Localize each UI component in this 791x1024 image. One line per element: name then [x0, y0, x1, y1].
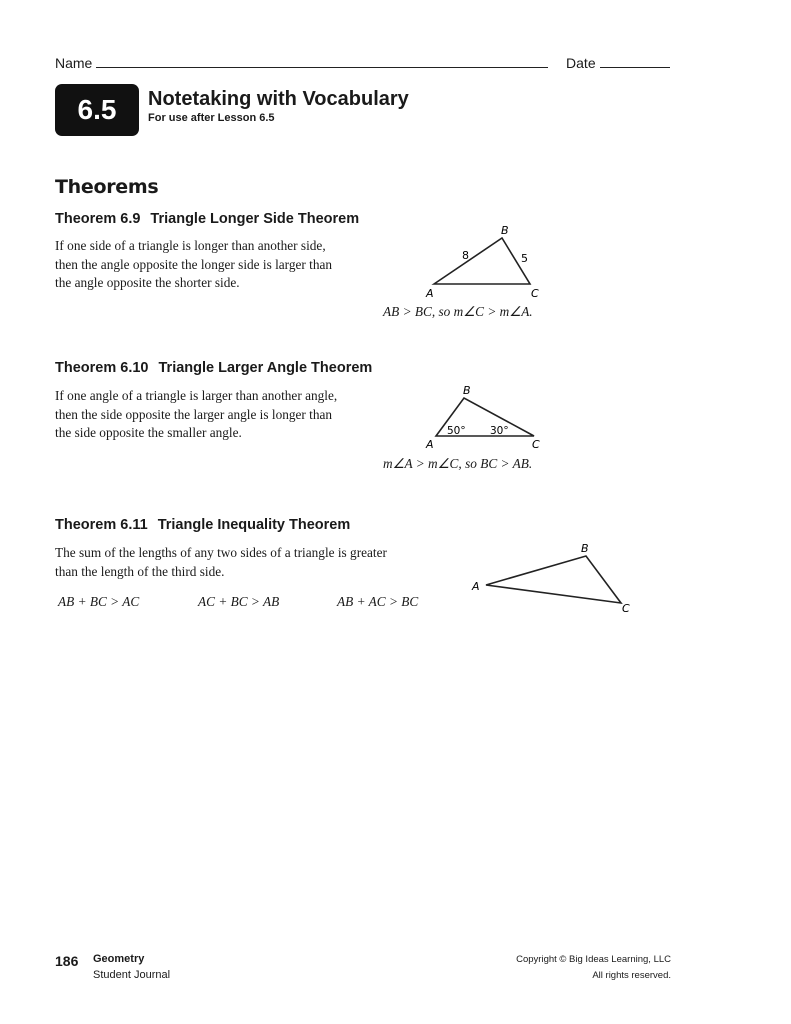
theorem-6-9-title [55, 211, 359, 227]
statement-line: the side opposite the smaller angle. [55, 425, 242, 440]
statement-line: the angle opposite the shorter side. [55, 275, 240, 290]
inequality-1: AB + BC > AC [58, 594, 140, 609]
theorem-number: Theorem 6.11 [55, 517, 148, 533]
lesson-subtitle: For use after Lesson 6.5 [148, 112, 275, 124]
vertex-label-c: C [531, 287, 539, 300]
vertex-label-c: C [532, 438, 540, 451]
vertex-label-a: A [472, 580, 480, 593]
theorem-6-10-conclusion: m∠A > m∠C, so BC > AB. [383, 456, 533, 471]
statement-line: The sum of the lengths of any two sides of a triangle is greater [55, 545, 387, 560]
theorem-name: Triangle Longer Side Theorem [150, 211, 360, 227]
statement-line: If one angle of a triangle is larger than another angle, [55, 388, 338, 403]
page-number: 186 [55, 953, 79, 969]
statement-line: then the side opposite the larger angle is longer than [55, 406, 333, 422]
theorem-6-11-statement [55, 544, 455, 581]
date-label: Date [566, 55, 596, 71]
statement-line: than the length of the third side. [55, 563, 225, 579]
theorem-6-10-statement [55, 387, 435, 443]
theorem-6-10-title [55, 360, 372, 376]
vertex-label-a: A [426, 287, 434, 300]
copyright-text: Copyright © Big Ideas Learning, LLC [516, 954, 671, 965]
triangle-figure-6-11 [466, 538, 636, 618]
theorem-6-9-statement [55, 237, 435, 293]
book-title: Geometry [93, 953, 145, 965]
book-info [93, 951, 170, 983]
theorem-name: Triangle Larger Angle Theorem [158, 360, 373, 376]
section-title: Theorems [55, 176, 159, 198]
theorem-number: Theorem 6.9 [55, 211, 141, 227]
rights-text: All rights reserved. [592, 970, 671, 981]
vertex-label-a: A [426, 438, 434, 451]
theorem-name: Triangle Inequality Theorem [157, 517, 351, 533]
triangle-figure-6-9 [420, 220, 560, 302]
triangle-figure-6-10 [420, 380, 550, 452]
name-label: Name [55, 55, 93, 71]
angle-label-c: 30° [490, 425, 509, 437]
theorem-number: Theorem 6.10 [55, 360, 149, 376]
vertex-label-b: B [501, 224, 509, 237]
copyright-block [516, 952, 671, 984]
vertex-label-b: B [463, 384, 471, 397]
triangle-abc [486, 556, 621, 603]
lesson-title: Notetaking with Vocabulary [148, 88, 409, 110]
statement-line: then the angle opposite the longer side is larger than [55, 256, 333, 272]
inequality-2: AC + BC > AB [198, 594, 280, 609]
vertex-label-c: C [622, 602, 630, 615]
triangle-abc [434, 238, 530, 284]
theorem-6-11-title [55, 517, 350, 533]
theorem-6-9-conclusion: AB > BC, so m∠C > m∠A. [383, 304, 533, 319]
vertex-label-b: B [581, 542, 589, 555]
inequality-3: AB + AC > BC [337, 594, 419, 609]
book-subtitle: Student Journal [93, 969, 171, 981]
statement-line: If one side of a triangle is longer than another side, [55, 238, 326, 253]
lesson-badge: 6.5 [55, 84, 139, 136]
date-blank[interactable] [600, 54, 670, 68]
name-blank[interactable] [96, 54, 548, 68]
side-label-ab: 8 [462, 249, 469, 262]
name-date-row [55, 54, 670, 71]
side-label-bc: 5 [521, 252, 528, 265]
angle-label-a: 50° [447, 425, 466, 437]
